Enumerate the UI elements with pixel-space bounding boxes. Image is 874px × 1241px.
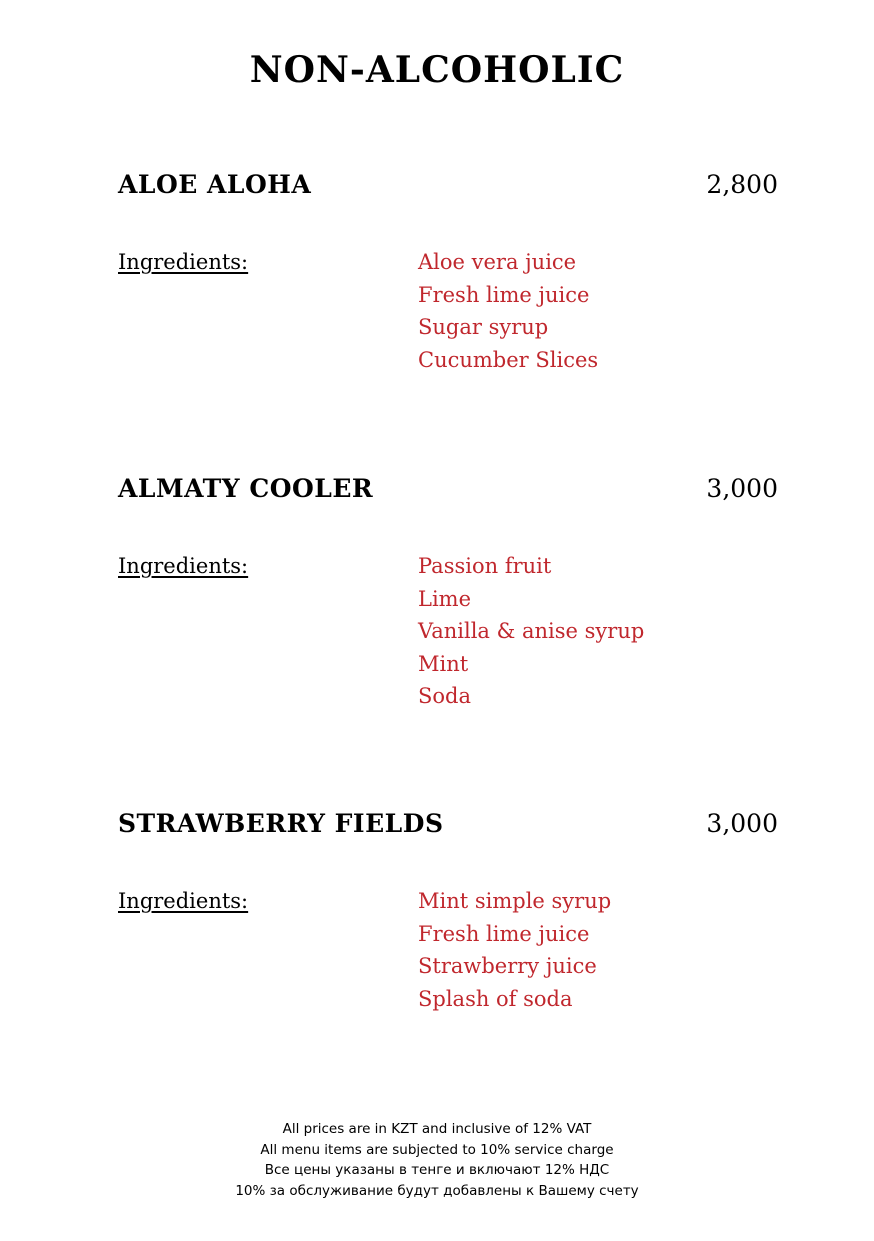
ingredients-label: Ingredients: [118, 554, 249, 578]
ingredient-item: Fresh lime juice [418, 921, 590, 946]
price-notes-footer [0, 1119, 874, 1201]
menu-item-header [118, 809, 778, 843]
ingredients-list [418, 246, 778, 376]
ingredient-item: Passion fruit [418, 554, 552, 578]
ingredients-label: Ingredients: [118, 889, 249, 913]
menu-item-price: 2,800 [706, 170, 778, 199]
footer-note-service-charge: All menu items are subjected to 10% service charge [260, 1141, 614, 1158]
ingredient-item: Mint simple syrup [418, 889, 612, 913]
menu-item-name: STRAWBERRY FIELDS [118, 809, 444, 838]
ingredient-item: Soda [418, 684, 471, 708]
ingredient-item: Lime [418, 586, 472, 611]
menu-item-price: 3,000 [706, 809, 778, 838]
footer-note-vat-ru: Все цены указаны в тенге и включают 12% НДС [264, 1162, 610, 1178]
menu-item-aloe-aloha [118, 170, 778, 376]
ingredient-item: Aloe vera juice [418, 250, 577, 274]
ingredients-list [418, 885, 778, 1015]
menu-item-name: ALOE ALOHA [118, 170, 312, 199]
menu-item-almaty-cooler [118, 474, 778, 713]
footer-note-service-charge-ru: 10% за обслуживание будут добавлены к Вашему счету [235, 1182, 639, 1199]
menu-item-price: 3,000 [706, 474, 778, 503]
menu-item-strawberry-fields [118, 809, 778, 1015]
ingredients-section [118, 885, 778, 1015]
ingredient-item: Cucumber Slices [418, 347, 599, 372]
menu-item-header [118, 474, 778, 508]
menu-item-name: ALMATY COOLER [118, 474, 374, 503]
footer-note-vat: All prices are in KZT and inclusive of 12% VAT [282, 1121, 592, 1137]
ingredients-label: Ingredients: [118, 250, 249, 274]
ingredients-list [418, 550, 778, 713]
ingredients-section [118, 246, 778, 376]
page-title: NON-ALCOHOLIC [249, 49, 625, 91]
ingredient-item: Mint [418, 651, 469, 676]
ingredient-item: Sugar syrup [418, 315, 549, 339]
ingredient-item: Vanilla & anise syrup [418, 619, 645, 643]
ingredient-item: Splash of soda [418, 986, 573, 1011]
menu-item-header [118, 170, 778, 204]
ingredients-section [118, 550, 778, 713]
ingredient-item: Fresh lime juice [418, 282, 590, 307]
ingredient-item: Strawberry juice [418, 954, 597, 978]
